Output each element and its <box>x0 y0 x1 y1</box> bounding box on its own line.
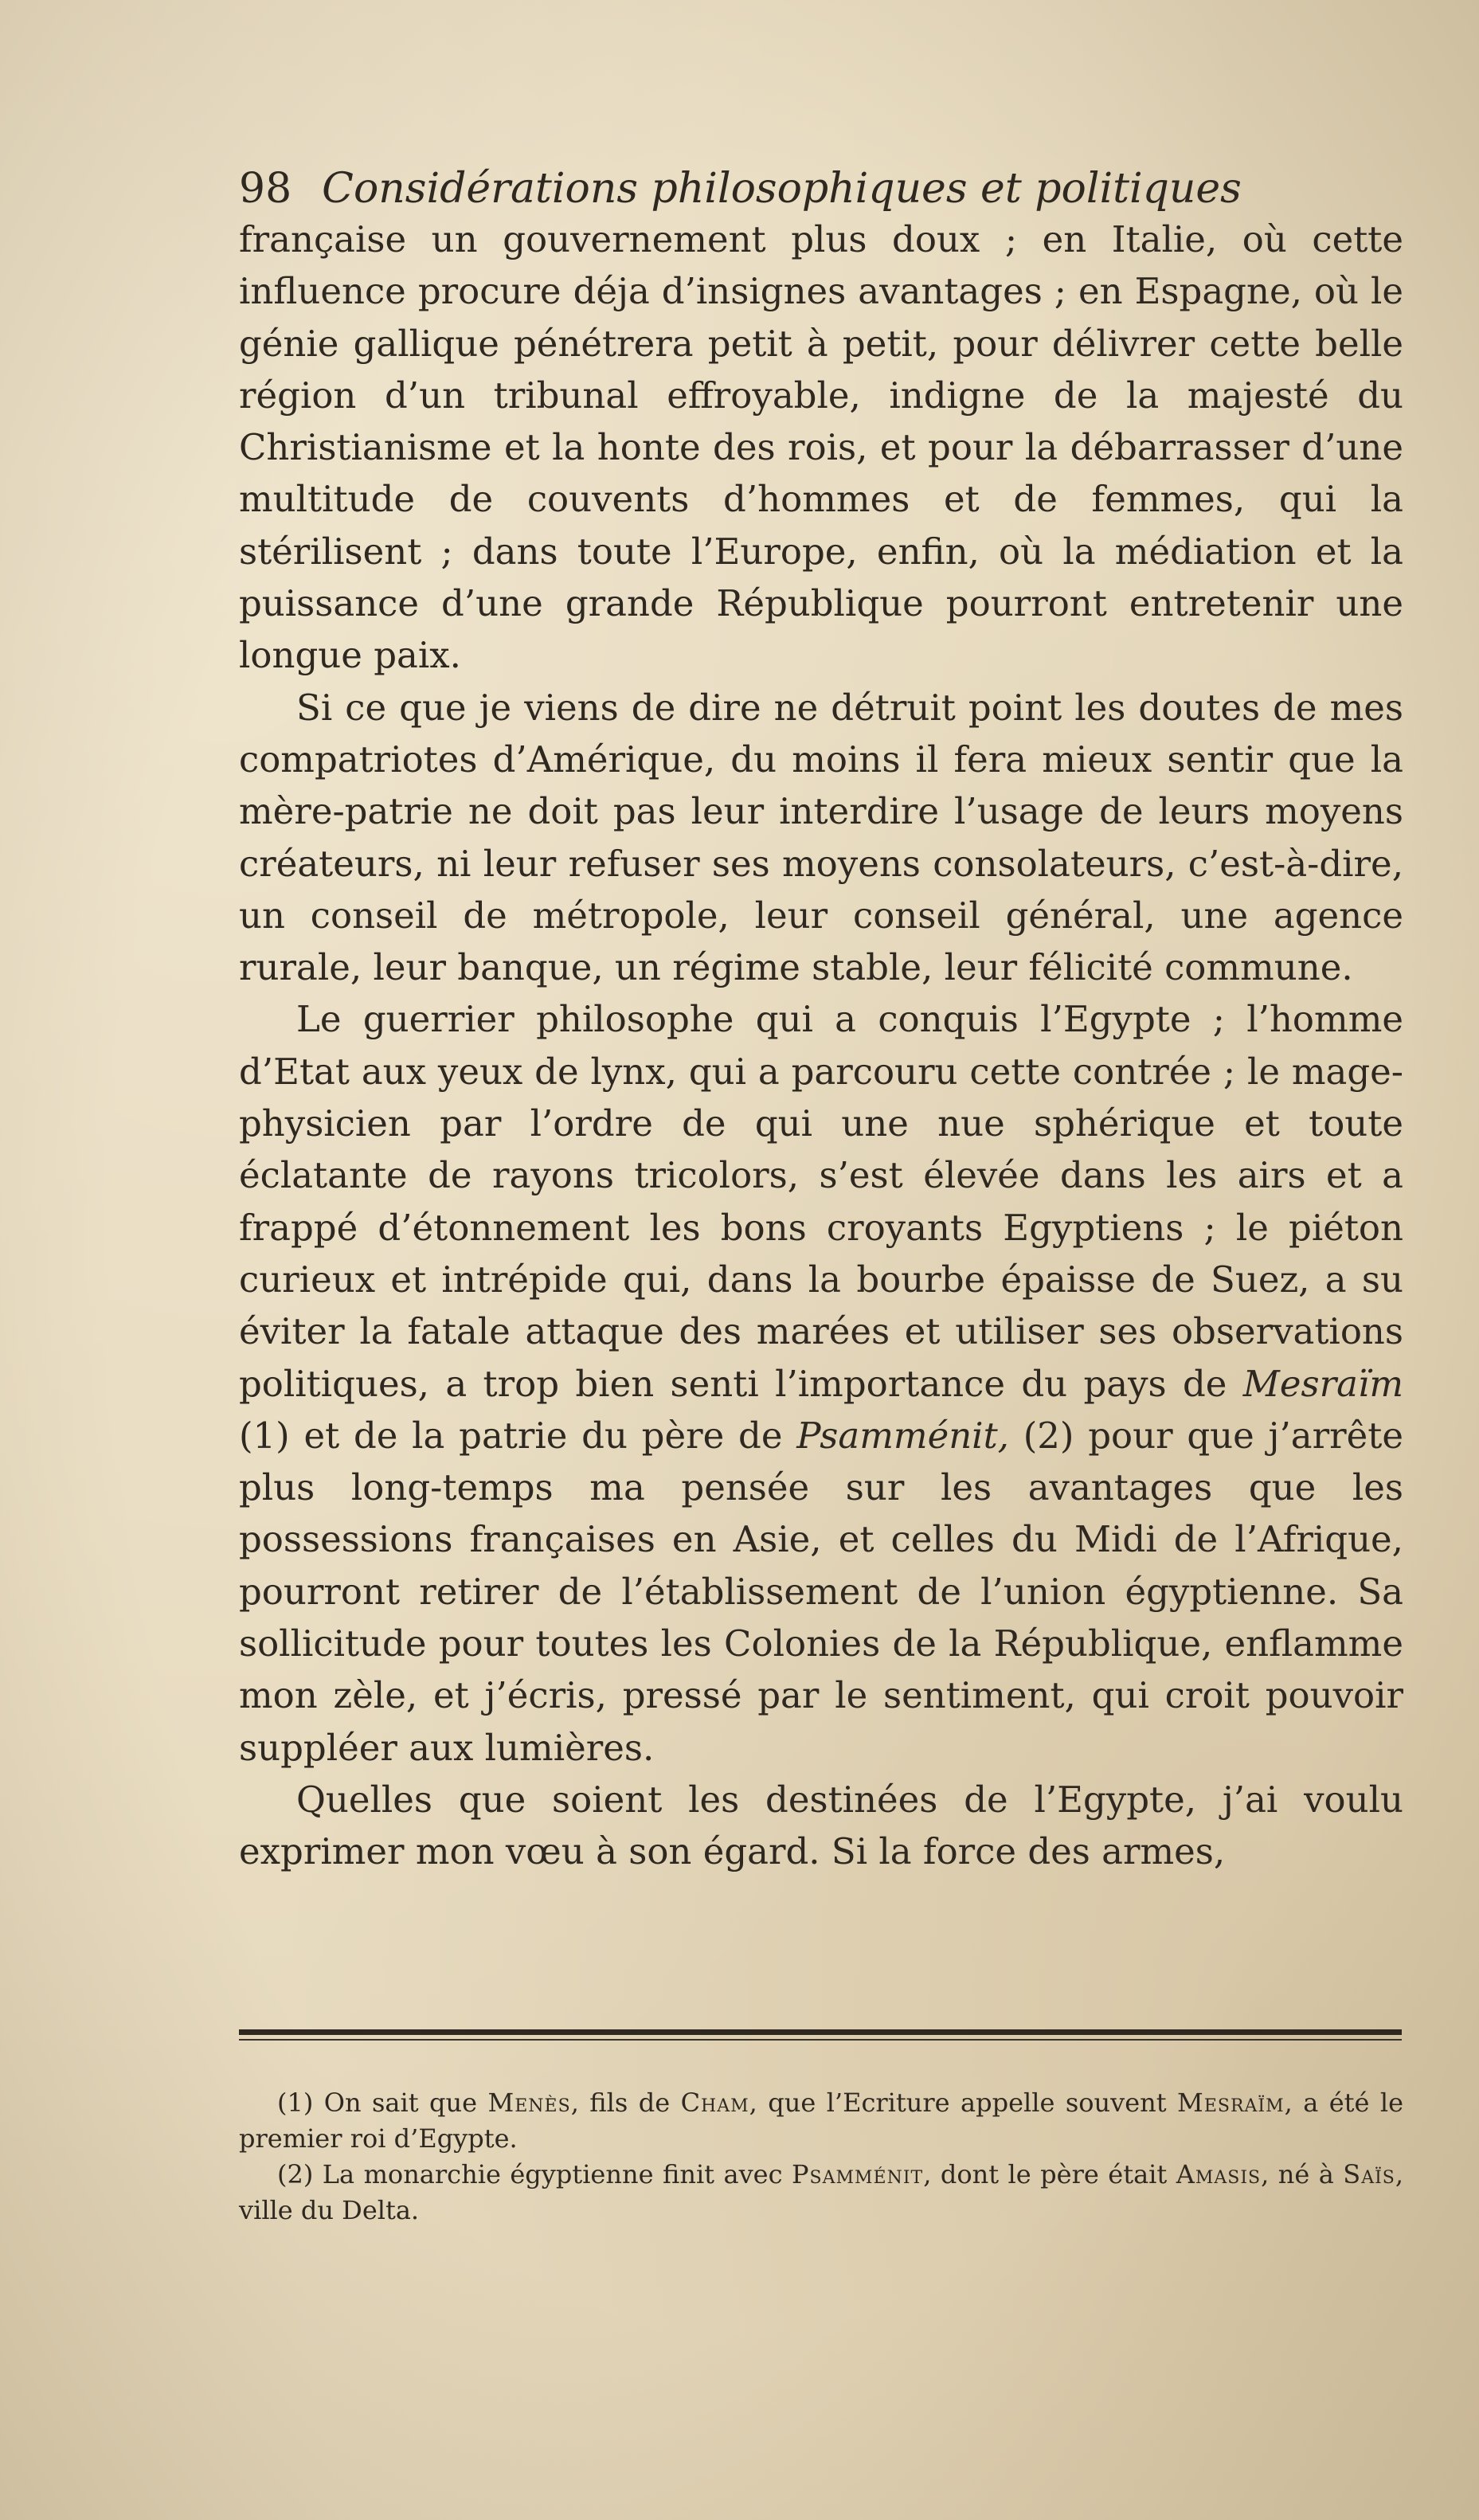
footnote-text: On sait que <box>323 2088 478 2118</box>
paragraph-4: Quelles que soient les destinées de l’Egypte, j’ai voulu exprimer mon vœu à son égard. Si la force des armes, <box>239 1778 1403 1873</box>
page-number: 98 <box>239 165 292 213</box>
footnote-rule-thin <box>239 2039 1402 2041</box>
paragraph-1: française un gouvernement plus doux ; en Italie, où cette influence procure déja d’insignes avantages ; en Espagne, où le génie gallique pénétrera petit à petit, pour délivrer cette belle région d’un tribunal effroyable, indigne de la majesté du Christianisme et la honte des rois, et pour la débarrasser d’une multitude de couvents d’hommes et de femmes, qui la stérilisent ; dans toute l’Europe, enfin, où la médiation et la puissance d’une grande République pourront entretenir une longue paix. <box>239 218 1403 677</box>
footnote-name: Cham <box>680 2088 749 2118</box>
footnote-name: Psamménit <box>791 2159 924 2189</box>
paragraph-3-part-2: (1) et de la patrie du père de <box>239 1414 783 1457</box>
footnote-text: , dont le père était <box>923 2159 1168 2189</box>
footnote-text: La monarchie égyptienne finit avec <box>322 2159 783 2189</box>
footnote-text: , que l’Ecriture appelle souvent <box>749 2088 1167 2118</box>
footnote-text: , fils de <box>570 2088 671 2118</box>
footnote-1 <box>239 2085 1403 2157</box>
running-head <box>239 163 1402 214</box>
footnote-marker: (2) <box>277 2159 314 2189</box>
running-title: Considérations philosophiques et politiques <box>322 165 1242 213</box>
footnote-marker: (1) <box>277 2088 314 2118</box>
footnotes <box>239 2085 1403 2228</box>
paragraph-3-part-1: Le guerrier philosophe qui a conquis l’Egypte ; l’homme d’Etat aux yeux de lynx, qui a parcouru cette contrée ; le mage-physicien par l’ordre de qui une nue sphérique et toute éclatante de rayons tricolors, s’est élevée dans les airs et a frappé d’étonnement les bons croyants Egyptiens ; le piéton curieux et intrépide qui, dans la bourbe épaisse de Suez, a su éviter la fatale attaque des marées et utiliser ses observations politiques, a trop bien senti l’importance du pays de <box>239 998 1403 1405</box>
name-psammenit: Psamménit, <box>796 1414 1009 1457</box>
footnote-name: Mesraïm <box>1177 2088 1285 2118</box>
footnote-name: Saïs <box>1343 2159 1395 2189</box>
paragraph-3-part-3: (2) pour que j’arrête plus long-temps ma pensée sur les avantages que les possessions françaises en Asie, et celles du Midi de l’Afrique, pourront retirer de l’établissement de l’union égyptienne. Sa sollicitude pour toutes les Colonies de la République, enflamme mon zèle, et j’écris, pressé par le sentiment, qui croit pouvoir suppléer aux lumières. <box>239 1414 1404 1769</box>
footnote-name: Menès <box>487 2088 571 2118</box>
name-mesraim: Mesraïm <box>1242 1362 1403 1405</box>
footnote-2 <box>239 2157 1403 2228</box>
body-text <box>239 213 1403 1878</box>
footnote-name: Amasis <box>1176 2159 1262 2189</box>
footnote-text: , ville du Delta. <box>239 2159 1404 2225</box>
footnote-text: , a été le premier roi d’Egypte. <box>239 2088 1404 2154</box>
footnote-text: , né à <box>1261 2159 1334 2189</box>
paragraph-3 <box>239 993 1403 1773</box>
footnote-rule <box>239 2029 1402 2035</box>
paragraph-2: Si ce que je viens de dire ne détruit point les doutes de mes compatriotes d’Amérique, du moins il fera mieux sentir que la mère-patrie ne doit pas leur interdire l’usage de leurs moyens créateurs, ni leur refuser ses moyens consolateurs, c’est-à-dire, un conseil de métropole, leur conseil général, une agence rurale, leur banque, un régime stable, leur félicité commune. <box>239 686 1403 989</box>
